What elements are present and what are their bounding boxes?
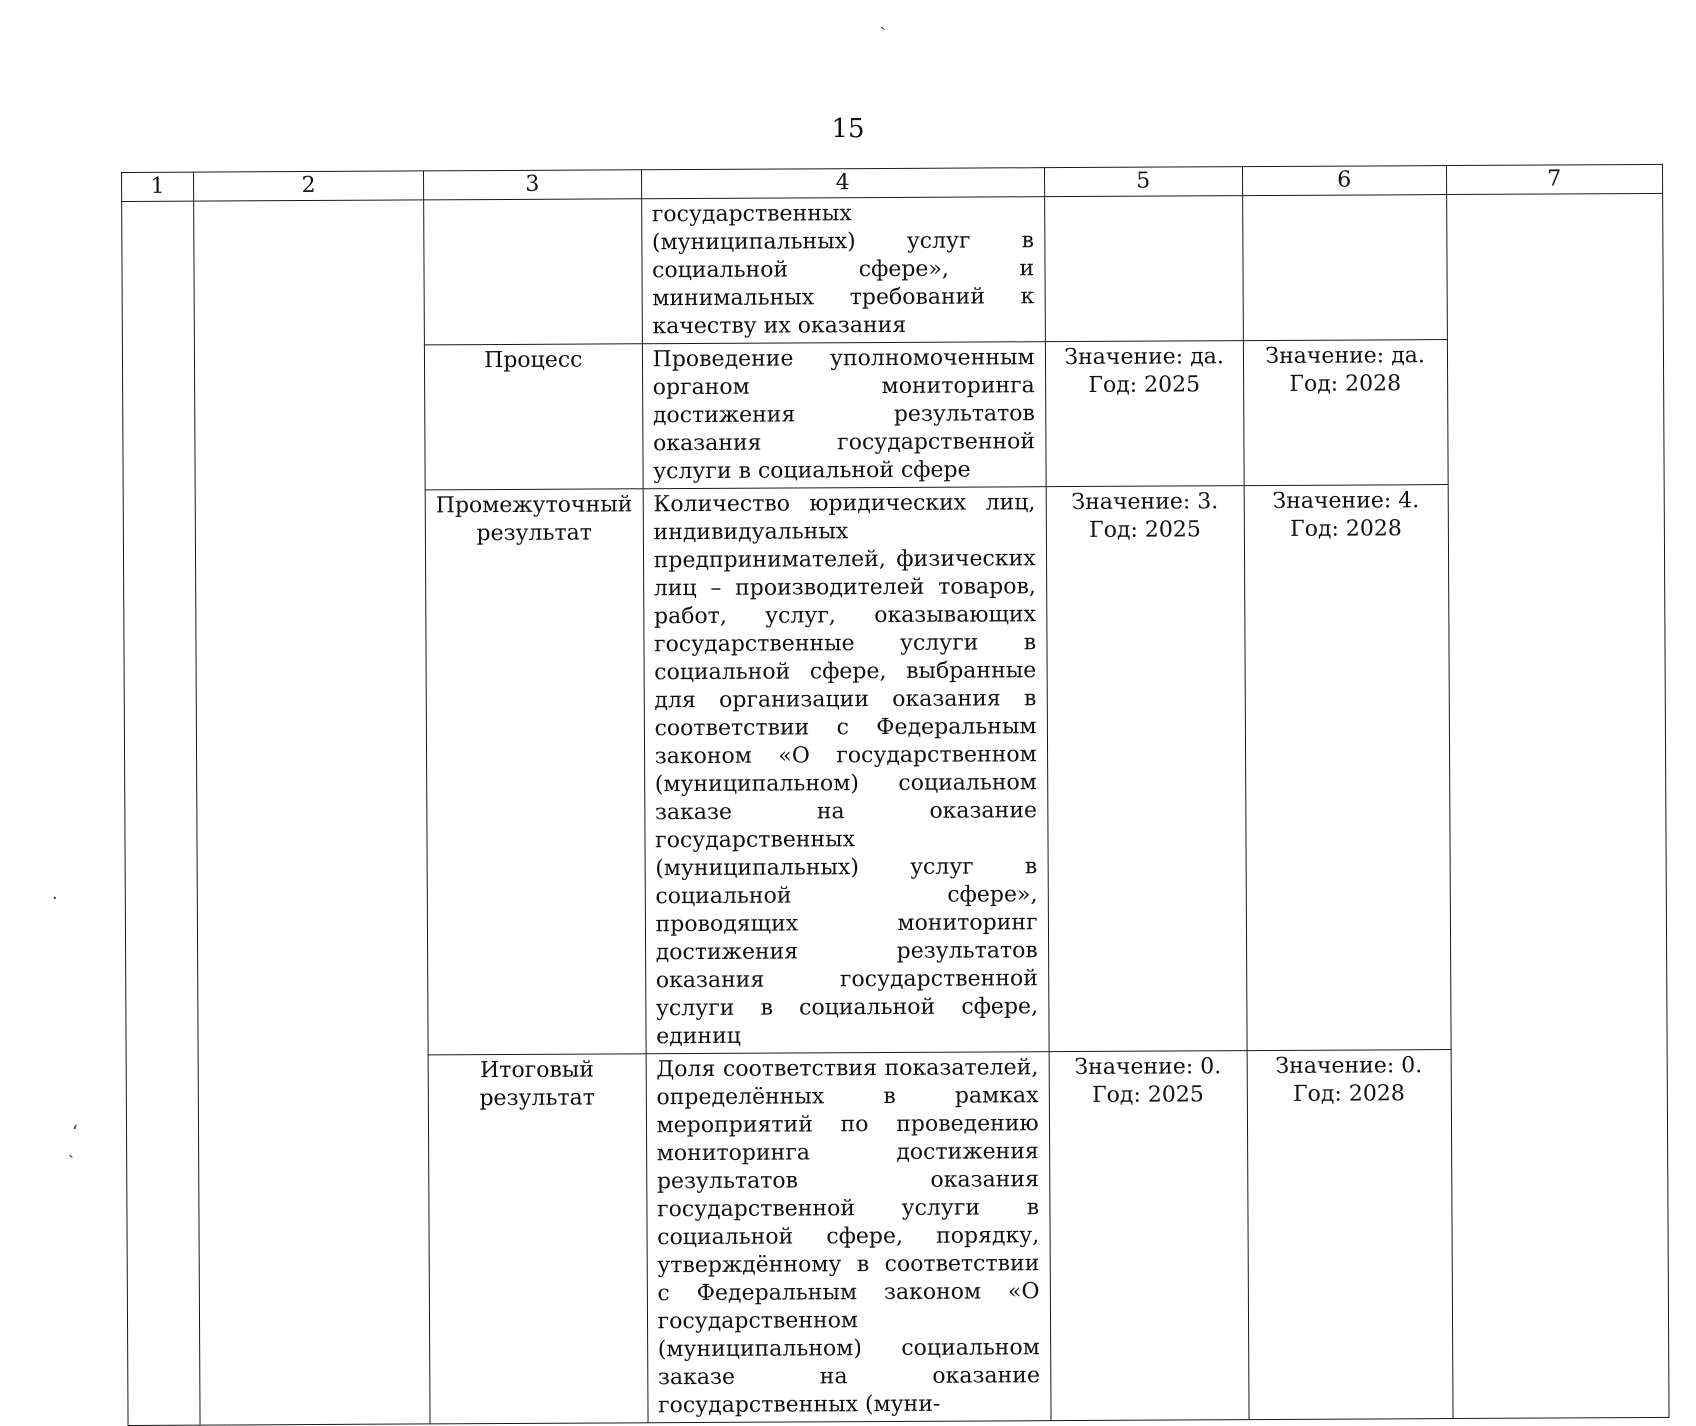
target-value (1253, 197, 1436, 198)
target-value: Значение: 4. (1272, 488, 1420, 514)
base-year: Год: 2025 (1092, 1082, 1204, 1108)
stage-cell: Промежуточный результат (425, 489, 646, 1055)
base-value: Значение: 0. (1074, 1054, 1222, 1081)
base-value (1055, 198, 1232, 199)
base-year (1055, 198, 1232, 199)
scan-mark: ʻ (72, 1122, 78, 1143)
scan-mark: · (52, 888, 58, 909)
column-header: 7 (1446, 164, 1662, 194)
scan-mark: ˏ (68, 1138, 74, 1159)
target-year: Год: 2028 (1293, 1081, 1405, 1107)
base-value-cell (1046, 486, 1247, 1052)
description-cell: Доля соответствия показателей, определённых в рамках мероприятий по проведению мониторинга достижения результатов оказания государственной услуги в социальной сфере, порядку, утверждённому в соответствии с Федеральным законом «О государственном (муниципальном) социальном заказе на оказание государственных (муни- (646, 1052, 1051, 1423)
scan-mark: ˏ (880, 10, 886, 31)
target-year: Год: 2028 (1289, 371, 1402, 397)
description-cell: государственных (муниципальных) услуг в социальной сфере», и минимальных требований к качеству их оказания (641, 197, 1045, 344)
stage-cell: Процесс (424, 344, 642, 490)
base-value-cell (1044, 196, 1243, 342)
column-header: 5 (1044, 167, 1242, 197)
description-cell: Количество юридических лиц, индивидуальных предпринимателей, физических лиц – производителей товаров, работ, услуг, оказывающих государственные услуги в социальной сфере, выбранные для организации оказания в соответствии с Федеральным законом «О государственном (муниципальном) социальном заказе на оказание государственных (муниципальных) услуг в социальной сфере», проводящих мониторинг достижения результатов оказания государственной услуги в социальной сфере, единиц (643, 487, 1049, 1054)
base-value-cell (1045, 341, 1244, 487)
column-header: 4 (641, 168, 1044, 199)
column-header: 3 (423, 170, 641, 200)
table-row (122, 193, 1663, 346)
cell-col-7 (1446, 193, 1668, 1418)
target-value: Значение: да. (1265, 343, 1425, 370)
cell-col-1 (122, 201, 200, 1425)
target-value-cell (1243, 340, 1448, 486)
description-cell: Проведение уполномоченным органом мониторинга достижения результатов оказания государственной услуги в социальной сфере (642, 342, 1046, 489)
base-value-cell (1049, 1051, 1249, 1421)
target-value-cell (1242, 195, 1447, 341)
stage-cell: Итоговый результат (428, 1054, 648, 1424)
base-value: Значение: 3. (1071, 489, 1219, 516)
base-value: Значение: да. (1064, 344, 1224, 371)
cell-col-2 (194, 200, 430, 1425)
target-year (1253, 197, 1436, 198)
base-year: Год: 2025 (1089, 517, 1201, 543)
stage-cell (424, 199, 642, 345)
page-number: 15 (831, 114, 865, 144)
column-header: 6 (1242, 166, 1446, 196)
indicators-table (121, 164, 1669, 1426)
column-header: 2 (194, 171, 424, 201)
target-value-cell (1247, 1050, 1453, 1420)
target-value: Значение: 0. (1275, 1053, 1423, 1079)
target-value-cell (1244, 485, 1451, 1051)
target-year: Год: 2028 (1290, 516, 1402, 542)
column-header: 1 (122, 172, 194, 201)
base-year: Год: 2025 (1088, 372, 1201, 398)
